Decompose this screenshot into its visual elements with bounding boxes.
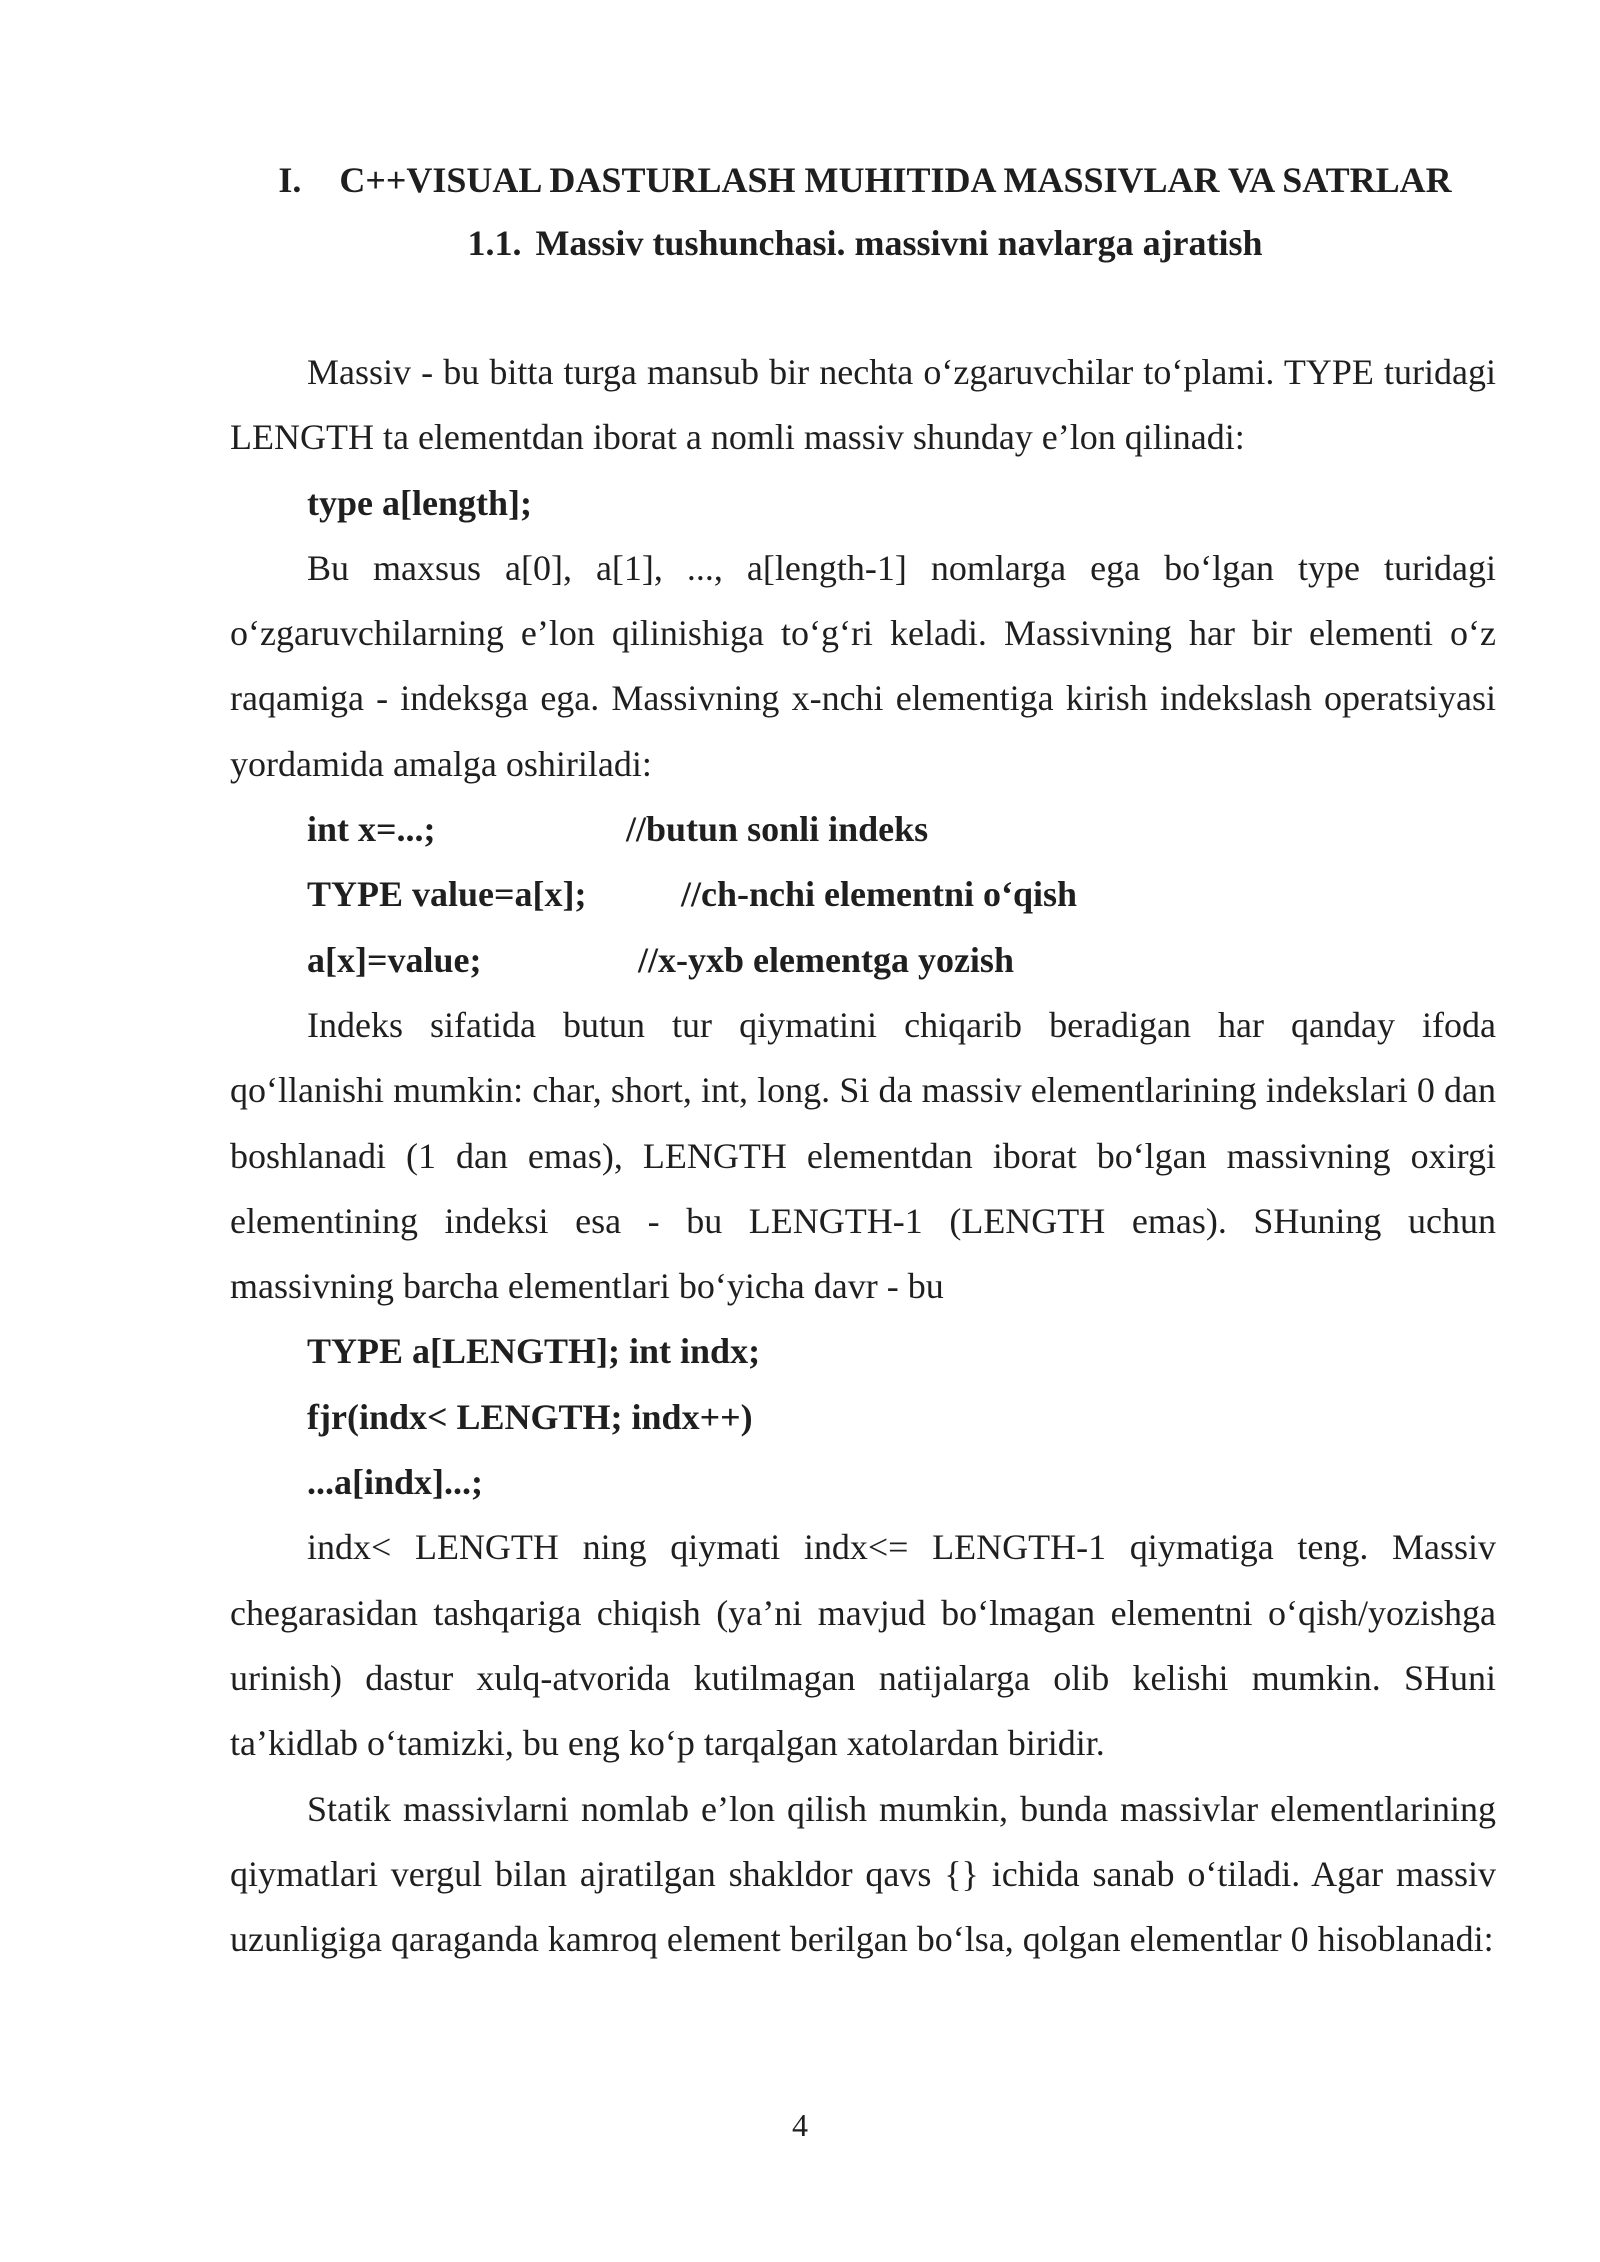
chapter-heading <box>230 155 1500 205</box>
page-number: 4 <box>792 2107 808 2143</box>
code-line <box>230 862 1496 927</box>
code-line-declaration: type a[length]; <box>307 482 532 523</box>
paragraph-bounds: indx< LENGTH ning qiymati indx<= LENGTH-1 qiymatiga teng. Massiv chegarasidan tashqariga chiqish (ya’ni mavjud bo‘lmagan elementni o‘qish/yozishga urinish) dastur xulq-atvorida kutilmagan natijalarga olib kelishi mumkin. SHuni ta’kidlab o‘tamizki, bu eng ko‘p tarqalgan xatolardan biridir. <box>230 1527 1496 1764</box>
code-line <box>230 797 1496 862</box>
code-line-loop: fjr(indx< LENGTH; indx++) <box>307 1396 753 1437</box>
code-line <box>230 928 1496 993</box>
code-line-access: ...a[indx]...; <box>307 1462 484 1503</box>
code-comment: //ch-nchi elementni o‘qish <box>681 874 1078 915</box>
code-line-type-array: TYPE a[LENGTH]; int indx; <box>307 1331 761 1372</box>
code-comment: //butun sonli indeks <box>626 809 929 850</box>
document-body <box>230 340 1496 1972</box>
paragraph-index-types: Indeks sifatida butun tur qiymatini chiqarib beradigan har qanday ifoda qo‘llanishi mumkin: char, short, int, long. Si da massiv elementlarining indekslari 0 dan boshlanadi (1 dan emas), LENGTH elementdan iborat bo‘lgan massivning oxirgi elementining indeksi esa - bu LENGTH-1 (LENGTH emas). SHuning uchun massivning barcha elementlari bo‘yicha davr - bu <box>230 1004 1496 1307</box>
paragraph-indexing: Bu maxsus a[0], a[1], ..., a[length-1] nomlarga ega bo‘lgan type turidagi o‘zgaruvchilarning e’lon qilinishiga to‘g‘ri keladi. Massivning har bir elementi o‘z raqamiga - indeksga ega. Massivning x-nchi elementiga kirish indekslash operatsiyasi yordamida amalga oshiriladi: <box>230 547 1496 784</box>
chapter-number: I. <box>278 160 302 200</box>
section-title: Massiv tushunchasi. massivni navlarga ajratish <box>535 223 1263 263</box>
code-comment: //x-yxb elementga yozish <box>638 939 1014 980</box>
code-statement: int x=...; <box>307 809 436 850</box>
section-heading <box>230 218 1500 268</box>
section-number: 1.1. <box>467 223 522 263</box>
paragraph-massiv-definition: Massiv - bu bitta turga mansub bir nechta o‘zgaruvchilar to‘plami. TYPE turidagi LENGTH ta elementdan iborat a nomli massiv shunday e’lon qilinadi: <box>230 352 1496 458</box>
code-statement: TYPE value=a[x]; <box>307 874 587 915</box>
paragraph-static-arrays: Statik massivlarni nomlab e’lon qilish mumkin, bunda massivlar elementlarining qiymatlari vergul bilan ajratilgan shakldor qavs {} ichida sanab o‘tiladi. Agar massiv uzunligiga qaraganda kamroq element berilgan bo‘lsa, qolgan elementlar 0 hisoblanadi: <box>230 1788 1496 1960</box>
chapter-title: C++VISUAL DASTURLASH MUHITIDA MASSIVLAR VA SATRLAR <box>339 160 1452 200</box>
code-statement: a[x]=value; <box>307 939 482 980</box>
